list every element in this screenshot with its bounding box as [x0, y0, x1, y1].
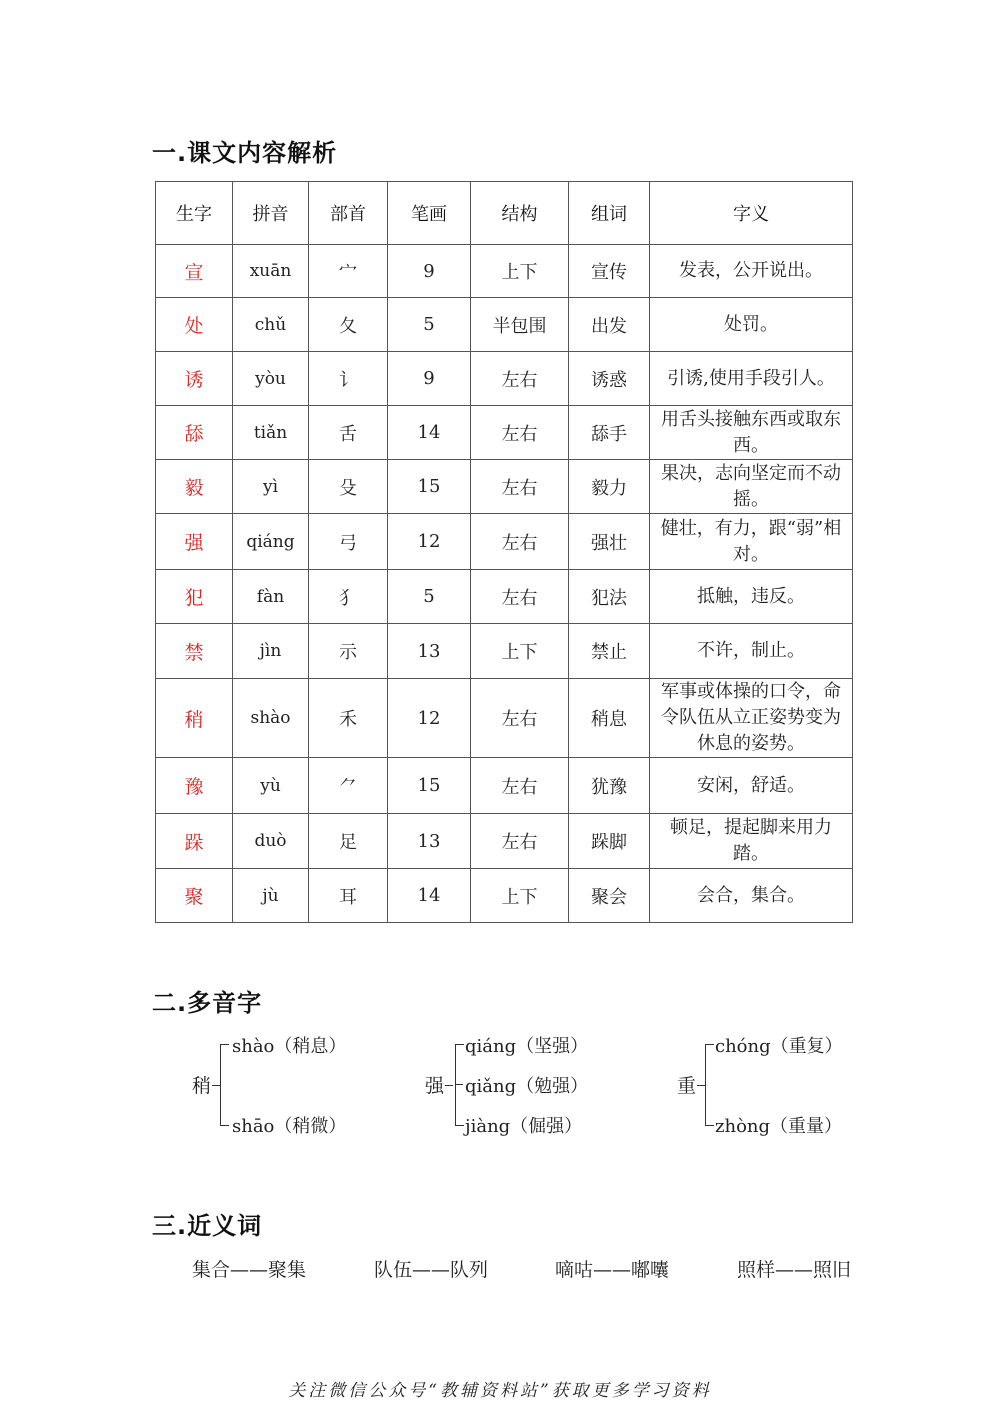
header-word: 组词 [569, 182, 650, 245]
cell-pinyin: chǔ [233, 298, 309, 352]
polyphone-option: shào（稍息） [232, 1036, 347, 1057]
cell-char: 聚 [156, 869, 233, 923]
cell-structure: 左右 [471, 460, 569, 514]
cell-pinyin: shào [233, 679, 309, 758]
cell-strokes: 15 [388, 758, 471, 814]
bracket-tick [697, 1085, 705, 1086]
header-char: 生字 [156, 182, 233, 245]
table-row [156, 245, 853, 298]
table-row [156, 624, 853, 679]
cell-radical: 夂 [309, 298, 388, 352]
cell-radical: 耳 [309, 869, 388, 923]
synonym-pair: 照样——照旧 [737, 1259, 852, 1281]
cell-char: 舔 [156, 406, 233, 460]
cell-pinyin: jù [233, 869, 309, 923]
cell-meaning: 引诱,使用手段引人。 [650, 352, 853, 406]
synonym-pair: 嘀咕——嘟囔 [555, 1259, 670, 1281]
cell-structure: 上下 [471, 624, 569, 679]
table-row [156, 298, 853, 352]
polyphone-option: shāo（稍微） [232, 1116, 347, 1137]
table-header-row [156, 182, 853, 245]
table-row [156, 514, 853, 570]
cell-word: 舔手 [569, 406, 650, 460]
cell-char: 毅 [156, 460, 233, 514]
footer-note: 关注微信公众号“教辅资料站”获取更多学习资料 [288, 1381, 712, 1401]
cell-word: 诱惑 [569, 352, 650, 406]
cell-structure: 左右 [471, 352, 569, 406]
cell-radical: 弓 [309, 514, 388, 570]
polyphone-option: zhòng（重量） [715, 1116, 843, 1137]
cell-word: 强壮 [569, 514, 650, 570]
cell-structure: 上下 [471, 869, 569, 923]
cell-word: 出发 [569, 298, 650, 352]
cell-structure: 左右 [471, 758, 569, 814]
bracket-tick [212, 1085, 220, 1086]
cell-meaning: 处罚。 [650, 298, 853, 352]
cell-meaning: 用舌头接触东西或取东西。 [650, 406, 853, 460]
cell-word: 毅力 [569, 460, 650, 514]
cell-strokes: 9 [388, 245, 471, 298]
synonym-pair: 队伍——队列 [374, 1259, 489, 1281]
cell-meaning: 安闲，舒适。 [650, 758, 853, 814]
cell-strokes: 14 [388, 869, 471, 923]
cell-pinyin: duò [233, 814, 309, 869]
cell-meaning: 抵触，违反。 [650, 570, 853, 624]
cell-meaning: 发表，公开说出。 [650, 245, 853, 298]
cell-char: 跺 [156, 814, 233, 869]
cell-pinyin: yù [233, 758, 309, 814]
table-row [156, 352, 853, 406]
cell-structure: 半包围 [471, 298, 569, 352]
cell-word: 稍息 [569, 679, 650, 758]
cell-strokes: 5 [388, 298, 471, 352]
cell-char: 犯 [156, 570, 233, 624]
bracket [220, 1044, 229, 1126]
cell-meaning: 果决，志向坚定而不动摇。 [650, 460, 853, 514]
cell-structure: 左右 [471, 406, 569, 460]
cell-strokes: 12 [388, 514, 471, 570]
polyphone-char: 稍 [192, 1075, 212, 1097]
polyphone-option: jiàng（倔强） [465, 1116, 583, 1137]
section-title-synonyms: 三.近义词 [152, 1212, 263, 1240]
cell-char: 稍 [156, 679, 233, 758]
header-strokes: 笔画 [388, 182, 471, 245]
table-row [156, 406, 853, 460]
bracket [705, 1044, 714, 1126]
cell-radical: 讠 [309, 352, 388, 406]
cell-char: 诱 [156, 352, 233, 406]
cell-strokes: 13 [388, 814, 471, 869]
cell-strokes: 5 [388, 570, 471, 624]
cell-radical: 宀 [309, 245, 388, 298]
polyphone-group [677, 1030, 877, 1140]
cell-structure: 左右 [471, 514, 569, 570]
synonym-pair: 集合——聚集 [192, 1259, 307, 1281]
cell-word: 犹豫 [569, 758, 650, 814]
cell-meaning: 不许，制止。 [650, 624, 853, 679]
cell-meaning: 健壮，有力，跟“弱”相对。 [650, 514, 853, 570]
cell-meaning: 军事或体操的口令，命令队伍从立正姿势变为休息的姿势。 [650, 679, 853, 758]
cell-structure: 左右 [471, 570, 569, 624]
bracket-tick [455, 1084, 463, 1085]
cell-word: 聚会 [569, 869, 650, 923]
cell-radical: 殳 [309, 460, 388, 514]
cell-radical: 舌 [309, 406, 388, 460]
polyphone-option: chóng（重复） [715, 1036, 843, 1057]
table-row [156, 758, 853, 814]
cell-word: 宣传 [569, 245, 650, 298]
cell-radical: 示 [309, 624, 388, 679]
cell-radical: ⺈ [309, 758, 388, 814]
cell-structure: 左右 [471, 679, 569, 758]
cell-pinyin: qiáng [233, 514, 309, 570]
cell-strokes: 13 [388, 624, 471, 679]
cell-strokes: 12 [388, 679, 471, 758]
cell-word: 犯法 [569, 570, 650, 624]
cell-char: 禁 [156, 624, 233, 679]
polyphone-option: qiǎng（勉强） [465, 1076, 589, 1097]
header-pinyin: 拼音 [233, 182, 309, 245]
cell-pinyin: yì [233, 460, 309, 514]
cell-radical: 禾 [309, 679, 388, 758]
polyphone-char: 强 [425, 1075, 445, 1097]
cell-word: 禁止 [569, 624, 650, 679]
table-row [156, 869, 853, 923]
polyphone-group [192, 1030, 392, 1140]
cell-char: 强 [156, 514, 233, 570]
cell-pinyin: yòu [233, 352, 309, 406]
cell-pinyin: tiǎn [233, 406, 309, 460]
header-meaning: 字义 [650, 182, 853, 245]
cell-strokes: 14 [388, 406, 471, 460]
cell-radical: 犭 [309, 570, 388, 624]
polyphone-option: qiáng（坚强） [465, 1036, 589, 1057]
table-row [156, 570, 853, 624]
header-radical: 部首 [309, 182, 388, 245]
table-row [156, 679, 853, 758]
cell-strokes: 9 [388, 352, 471, 406]
cell-radical: 足 [309, 814, 388, 869]
header-structure: 结构 [471, 182, 569, 245]
cell-meaning: 顿足，提起脚来用力踏。 [650, 814, 853, 869]
cell-pinyin: fàn [233, 570, 309, 624]
polyphone-char: 重 [677, 1075, 697, 1097]
table-row [156, 814, 853, 869]
bracket-tick [445, 1085, 453, 1086]
section-title-text-analysis: 一.课文内容解析 [152, 139, 338, 167]
cell-word: 跺脚 [569, 814, 650, 869]
section-title-polyphones: 二.多音字 [152, 989, 263, 1017]
cell-char: 处 [156, 298, 233, 352]
character-table [155, 181, 853, 923]
cell-structure: 左右 [471, 814, 569, 869]
cell-strokes: 15 [388, 460, 471, 514]
cell-pinyin: jìn [233, 624, 309, 679]
cell-pinyin: xuān [233, 245, 309, 298]
cell-structure: 上下 [471, 245, 569, 298]
polyphone-group [425, 1030, 625, 1140]
bracket [455, 1044, 464, 1126]
table-row [156, 460, 853, 514]
cell-char: 豫 [156, 758, 233, 814]
cell-char: 宣 [156, 245, 233, 298]
cell-meaning: 会合，集合。 [650, 869, 853, 923]
